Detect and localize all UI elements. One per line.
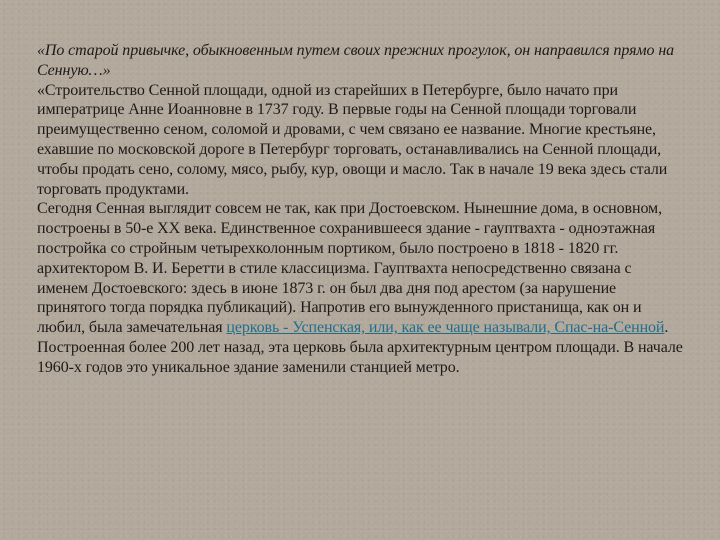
- church-link[interactable]: церковь - Успенская, или, как ее чаще называли, Спас-на-Сенной: [226, 319, 665, 337]
- paragraph-today-end: . Построенная более 200 лет назад, эта церковь была архитектурным центром площади. В начале 1960-х годов это уникальное здание заменили станцией метро.: [37, 319, 683, 376]
- paragraph-history: «Строительство Сенной площади, одной из старейших в Петербурге, было начато при императрице Анне Иоанновне в 1737 году. В первые годы на Сенной площади торговали преимущественно сеном, соломой и дровами, с чем связано ее название. Многие крестьяне, ехавшие по московской дороге в Петербург торговать, останавливались на Сенной площади, чтобы продать сено, солому, мясо, рыбу, кур, овощи и масло. Так в начале 19 века здесь стали торговать продуктами.: [37, 81, 668, 198]
- paragraph-today: [37, 199, 685, 377]
- text-block: [37, 41, 685, 378]
- quote-text: «По старой привычке, обыкновенным путем своих прежних прогулок, он направился прямо на Сенную…»: [37, 42, 675, 79]
- paragraph-today-text: Сегодня Сенная выглядит совсем не так, как при Достоевском. Нынешние дома, в основном, построены в 50-е XX века. Единственное сохранившееся здание - гауптвахта - одноэтажная постройка со стройным четырехколонным портиком, было построено в 1818 - 1820 гг. архитектором В. И. Беретти в стиле классицизма. Гауптвахта непосредственно связана с именем Достоевского: здесь в июне 1873 г. он был два дня под арестом (за нарушение принятого тогда порядка публикаций). Напротив его вынужденного пристанища, как он и любил, была замечательная: [37, 200, 662, 337]
